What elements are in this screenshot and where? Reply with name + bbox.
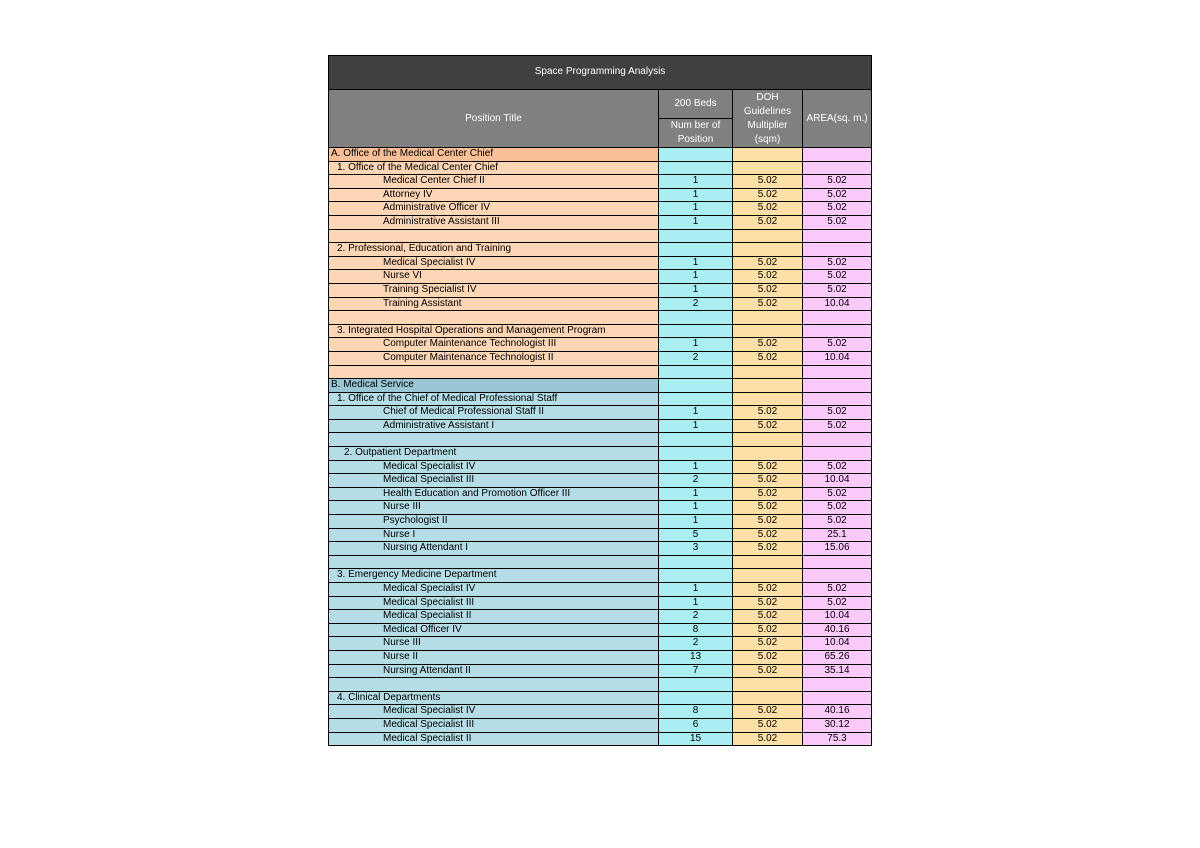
cell-num-positions[interactable]: 1 — [659, 460, 733, 474]
cell-multiplier[interactable]: 5.02 — [733, 623, 803, 637]
spreadsheet — [328, 55, 871, 746]
cell-position-title[interactable]: Computer Maintenance Technologist III — [329, 338, 659, 352]
cell-area[interactable]: 5.02 — [803, 515, 872, 529]
cell-num-positions[interactable]: 15 — [659, 732, 733, 746]
cell-num-positions[interactable]: 8 — [659, 705, 733, 719]
cell-multiplier[interactable]: 5.02 — [733, 583, 803, 597]
cell-num-positions[interactable]: 2 — [659, 351, 733, 365]
cell-area[interactable]: 30.12 — [803, 718, 872, 732]
cell-position-title[interactable]: Medical Center Chief II — [329, 175, 659, 189]
cell-num-positions[interactable] — [659, 447, 733, 461]
cell-position-title[interactable]: Medical Specialist IV — [329, 460, 659, 474]
table-body — [329, 148, 872, 746]
table-row[interactable] — [329, 569, 872, 583]
cell-num-positions[interactable] — [659, 243, 733, 257]
table-row[interactable] — [329, 691, 872, 705]
cell-area[interactable]: 5.02 — [803, 283, 872, 297]
cell-num-positions[interactable]: 6 — [659, 718, 733, 732]
cell-multiplier[interactable]: 5.02 — [733, 256, 803, 270]
cell-num-positions[interactable]: 1 — [659, 270, 733, 284]
cell-position-title[interactable] — [329, 311, 659, 325]
cell-area[interactable]: 5.02 — [803, 419, 872, 433]
cell-area[interactable]: 5.02 — [803, 175, 872, 189]
cell-area[interactable]: 75.3 — [803, 732, 872, 746]
cell-multiplier[interactable]: 5.02 — [733, 406, 803, 420]
cell-area[interactable]: 10.04 — [803, 474, 872, 488]
cell-position-title[interactable]: Chief of Medical Professional Staff II — [329, 406, 659, 420]
cell-num-positions[interactable]: 5 — [659, 528, 733, 542]
cell-area[interactable]: 5.02 — [803, 188, 872, 202]
table-row[interactable] — [329, 229, 872, 243]
cell-position-title[interactable]: Administrative Assistant III — [329, 215, 659, 229]
cell-num-positions[interactable]: 2 — [659, 297, 733, 311]
cell-area[interactable]: 5.02 — [803, 270, 872, 284]
cell-num-positions[interactable] — [659, 311, 733, 325]
cell-num-positions[interactable]: 13 — [659, 650, 733, 664]
table-row[interactable] — [329, 188, 872, 202]
cell-multiplier[interactable]: 5.02 — [733, 501, 803, 515]
cell-area[interactable]: 5.02 — [803, 501, 872, 515]
cell-multiplier[interactable] — [733, 161, 803, 175]
cell-position-title[interactable]: Medical Specialist II — [329, 732, 659, 746]
cell-multiplier[interactable] — [733, 555, 803, 569]
cell-area[interactable]: 15.06 — [803, 542, 872, 556]
cell-num-positions[interactable] — [659, 161, 733, 175]
cell-num-positions[interactable] — [659, 148, 733, 162]
cell-area[interactable]: 10.04 — [803, 637, 872, 651]
cell-multiplier[interactable] — [733, 324, 803, 338]
cell-num-positions[interactable]: 1 — [659, 406, 733, 420]
cell-num-positions[interactable] — [659, 555, 733, 569]
table-row[interactable] — [329, 528, 872, 542]
cell-position-title[interactable]: Medical Specialist IV — [329, 705, 659, 719]
cell-position-title[interactable]: Medical Specialist II — [329, 610, 659, 624]
cell-position-title[interactable]: Medical Specialist IV — [329, 256, 659, 270]
cell-area[interactable] — [803, 678, 872, 692]
cell-num-positions[interactable] — [659, 229, 733, 243]
cell-multiplier[interactable]: 5.02 — [733, 202, 803, 216]
cell-multiplier[interactable] — [733, 379, 803, 393]
cell-num-positions[interactable]: 1 — [659, 596, 733, 610]
cell-position-title[interactable] — [329, 555, 659, 569]
cell-num-positions[interactable] — [659, 678, 733, 692]
header-area: AREA(sq. m.) — [803, 90, 872, 148]
cell-area[interactable] — [803, 148, 872, 162]
cell-position-title[interactable]: B. Medical Service — [329, 379, 659, 393]
cell-num-positions[interactable]: 1 — [659, 338, 733, 352]
table-title: Space Programming Analysis — [329, 56, 872, 90]
cell-area[interactable]: 5.02 — [803, 460, 872, 474]
cell-num-positions[interactable]: 8 — [659, 623, 733, 637]
table-row[interactable] — [329, 501, 872, 515]
cell-num-positions[interactable] — [659, 691, 733, 705]
cell-num-positions[interactable]: 3 — [659, 542, 733, 556]
table-row[interactable] — [329, 311, 872, 325]
table-row[interactable] — [329, 460, 872, 474]
cell-multiplier[interactable] — [733, 433, 803, 447]
cell-position-title[interactable]: Medical Specialist III — [329, 596, 659, 610]
cell-area[interactable]: 10.04 — [803, 351, 872, 365]
cell-multiplier[interactable]: 5.02 — [733, 283, 803, 297]
cell-position-title[interactable]: Nurse III — [329, 501, 659, 515]
table-row[interactable] — [329, 351, 872, 365]
table-row[interactable] — [329, 650, 872, 664]
cell-multiplier[interactable]: 5.02 — [733, 351, 803, 365]
cell-area[interactable] — [803, 691, 872, 705]
cell-num-positions[interactable] — [659, 569, 733, 583]
cell-multiplier[interactable] — [733, 392, 803, 406]
cell-position-title[interactable]: 3. Integrated Hospital Operations and Management Program — [329, 324, 659, 338]
cell-position-title[interactable]: Nursing Attendant II — [329, 664, 659, 678]
table-row[interactable] — [329, 623, 872, 637]
cell-num-positions[interactable]: 1 — [659, 515, 733, 529]
cell-area[interactable] — [803, 379, 872, 393]
cell-position-title[interactable] — [329, 433, 659, 447]
cell-multiplier[interactable]: 5.02 — [733, 419, 803, 433]
cell-multiplier[interactable]: 5.02 — [733, 175, 803, 189]
table-row[interactable] — [329, 256, 872, 270]
cell-position-title[interactable]: Nurse VI — [329, 270, 659, 284]
cell-num-positions[interactable]: 1 — [659, 175, 733, 189]
space-programming-table — [328, 55, 872, 746]
cell-position-title[interactable]: A. Office of the Medical Center Chief — [329, 148, 659, 162]
cell-multiplier[interactable]: 5.02 — [733, 215, 803, 229]
cell-multiplier[interactable]: 5.02 — [733, 664, 803, 678]
header-num-positions — [659, 119, 733, 148]
cell-area[interactable]: 5.02 — [803, 256, 872, 270]
cell-multiplier[interactable]: 5.02 — [733, 732, 803, 746]
cell-multiplier[interactable] — [733, 229, 803, 243]
table-row[interactable] — [329, 487, 872, 501]
table-row[interactable] — [329, 474, 872, 488]
cell-position-title[interactable]: Training Assistant — [329, 297, 659, 311]
cell-area[interactable] — [803, 392, 872, 406]
table-row[interactable] — [329, 324, 872, 338]
cell-area[interactable]: 40.16 — [803, 623, 872, 637]
cell-area[interactable]: 5.02 — [803, 202, 872, 216]
cell-multiplier[interactable]: 5.02 — [733, 515, 803, 529]
table-row[interactable] — [329, 270, 872, 284]
cell-position-title[interactable]: Administrative Officer IV — [329, 202, 659, 216]
cell-multiplier[interactable]: 5.02 — [733, 188, 803, 202]
cell-multiplier[interactable] — [733, 691, 803, 705]
cell-position-title[interactable]: 1. Office of the Medical Center Chief — [329, 161, 659, 175]
cell-area[interactable] — [803, 324, 872, 338]
header-doh-line2: Guidelines — [743, 105, 792, 117]
cell-multiplier[interactable]: 5.02 — [733, 270, 803, 284]
cell-multiplier[interactable]: 5.02 — [733, 718, 803, 732]
table-row[interactable] — [329, 148, 872, 162]
cell-num-positions[interactable] — [659, 324, 733, 338]
cell-multiplier[interactable]: 5.02 — [733, 542, 803, 556]
cell-area[interactable] — [803, 433, 872, 447]
cell-position-title[interactable]: Administrative Assistant I — [329, 419, 659, 433]
table-row[interactable] — [329, 297, 872, 311]
cell-area[interactable] — [803, 365, 872, 379]
cell-multiplier[interactable]: 5.02 — [733, 338, 803, 352]
cell-area[interactable]: 5.02 — [803, 583, 872, 597]
cell-num-positions[interactable]: 1 — [659, 283, 733, 297]
cell-multiplier[interactable] — [733, 365, 803, 379]
cell-area[interactable]: 5.02 — [803, 215, 872, 229]
cell-area[interactable]: 5.02 — [803, 596, 872, 610]
cell-num-positions[interactable] — [659, 379, 733, 393]
cell-multiplier[interactable]: 5.02 — [733, 610, 803, 624]
cell-position-title[interactable]: Nurse I — [329, 528, 659, 542]
table-row[interactable] — [329, 732, 872, 746]
table-row[interactable] — [329, 664, 872, 678]
cell-area[interactable] — [803, 447, 872, 461]
cell-position-title[interactable]: Medical Officer IV — [329, 623, 659, 637]
cell-position-title[interactable]: 1. Office of the Chief of Medical Professional Staff — [329, 392, 659, 406]
cell-area[interactable]: 35.14 — [803, 664, 872, 678]
cell-position-title[interactable]: Computer Maintenance Technologist II — [329, 351, 659, 365]
table-row[interactable] — [329, 202, 872, 216]
header-num-line2: Position — [677, 134, 714, 145]
cell-num-positions[interactable]: 1 — [659, 188, 733, 202]
table-row[interactable] — [329, 215, 872, 229]
cell-multiplier[interactable]: 5.02 — [733, 637, 803, 651]
cell-position-title[interactable]: Nurse III — [329, 637, 659, 651]
cell-position-title[interactable] — [329, 678, 659, 692]
cell-area[interactable]: 25.1 — [803, 528, 872, 542]
header-doh-multiplier — [733, 90, 803, 148]
table-row[interactable] — [329, 379, 872, 393]
cell-position-title[interactable]: Psychologist II — [329, 515, 659, 529]
table-row[interactable] — [329, 243, 872, 257]
cell-position-title[interactable]: 2. Professional, Education and Training — [329, 243, 659, 257]
cell-position-title[interactable]: 4. Clinical Departments — [329, 691, 659, 705]
table-row[interactable] — [329, 433, 872, 447]
header-doh-line1: DOH — [756, 91, 779, 103]
cell-num-positions[interactable]: 2 — [659, 610, 733, 624]
table-row[interactable] — [329, 447, 872, 461]
table-row[interactable] — [329, 583, 872, 597]
cell-num-positions[interactable]: 1 — [659, 501, 733, 515]
cell-area[interactable]: 10.04 — [803, 610, 872, 624]
header-beds: 200 Beds — [659, 90, 733, 119]
cell-num-positions[interactable]: 1 — [659, 215, 733, 229]
table-row[interactable] — [329, 338, 872, 352]
cell-multiplier[interactable]: 5.02 — [733, 705, 803, 719]
table-row[interactable] — [329, 419, 872, 433]
cell-num-positions[interactable]: 1 — [659, 419, 733, 433]
table-row[interactable] — [329, 610, 872, 624]
cell-multiplier[interactable]: 5.02 — [733, 474, 803, 488]
cell-area[interactable]: 40.16 — [803, 705, 872, 719]
table-row[interactable] — [329, 555, 872, 569]
cell-multiplier[interactable] — [733, 447, 803, 461]
cell-position-title[interactable]: Medical Specialist IV — [329, 583, 659, 597]
cell-position-title[interactable]: Nurse II — [329, 650, 659, 664]
table-row[interactable] — [329, 542, 872, 556]
table-row[interactable] — [329, 515, 872, 529]
cell-area[interactable]: 5.02 — [803, 487, 872, 501]
cell-position-title[interactable]: Health Education and Promotion Officer III — [329, 487, 659, 501]
cell-position-title[interactable]: Training Specialist IV — [329, 283, 659, 297]
table-row[interactable] — [329, 596, 872, 610]
cell-num-positions[interactable]: 2 — [659, 474, 733, 488]
cell-position-title[interactable]: Medical Specialist III — [329, 718, 659, 732]
cell-area[interactable]: 10.04 — [803, 297, 872, 311]
cell-num-positions[interactable] — [659, 433, 733, 447]
table-row[interactable] — [329, 718, 872, 732]
header-position-title: Position Title — [329, 90, 659, 148]
cell-area[interactable]: 5.02 — [803, 406, 872, 420]
cell-multiplier[interactable]: 5.02 — [733, 650, 803, 664]
header-doh-line4: (sqm) — [754, 133, 781, 145]
cell-num-positions[interactable]: 1 — [659, 256, 733, 270]
cell-multiplier[interactable] — [733, 569, 803, 583]
cell-area[interactable] — [803, 555, 872, 569]
cell-position-title[interactable]: Medical Specialist III — [329, 474, 659, 488]
cell-area[interactable] — [803, 161, 872, 175]
header-doh-line3: Multiplier — [747, 119, 788, 131]
cell-area[interactable] — [803, 311, 872, 325]
table-row[interactable] — [329, 705, 872, 719]
cell-area[interactable]: 65.26 — [803, 650, 872, 664]
table-row[interactable] — [329, 365, 872, 379]
cell-multiplier[interactable] — [733, 678, 803, 692]
cell-position-title[interactable]: 2. Outpatient Department — [329, 447, 659, 461]
cell-area[interactable] — [803, 243, 872, 257]
cell-num-positions[interactable] — [659, 365, 733, 379]
cell-position-title[interactable] — [329, 365, 659, 379]
cell-multiplier[interactable] — [733, 148, 803, 162]
cell-multiplier[interactable]: 5.02 — [733, 297, 803, 311]
table-row[interactable] — [329, 637, 872, 651]
table-row[interactable] — [329, 406, 872, 420]
table-row[interactable] — [329, 392, 872, 406]
cell-num-positions[interactable]: 2 — [659, 637, 733, 651]
header-num-line1: Num ber of — [670, 120, 721, 131]
cell-num-positions[interactable]: 1 — [659, 583, 733, 597]
table-row[interactable] — [329, 161, 872, 175]
cell-num-positions[interactable] — [659, 392, 733, 406]
cell-position-title[interactable]: 3. Emergency Medicine Department — [329, 569, 659, 583]
cell-multiplier[interactable]: 5.02 — [733, 460, 803, 474]
cell-area[interactable] — [803, 569, 872, 583]
cell-num-positions[interactable]: 1 — [659, 202, 733, 216]
cell-multiplier[interactable]: 5.02 — [733, 596, 803, 610]
cell-num-positions[interactable]: 1 — [659, 487, 733, 501]
cell-multiplier[interactable]: 5.02 — [733, 528, 803, 542]
table-row[interactable] — [329, 678, 872, 692]
table-row[interactable] — [329, 175, 872, 189]
cell-num-positions[interactable]: 7 — [659, 664, 733, 678]
table-row[interactable] — [329, 283, 872, 297]
cell-multiplier[interactable] — [733, 311, 803, 325]
cell-position-title[interactable]: Attorney IV — [329, 188, 659, 202]
cell-area[interactable]: 5.02 — [803, 338, 872, 352]
cell-area[interactable] — [803, 229, 872, 243]
cell-multiplier[interactable]: 5.02 — [733, 487, 803, 501]
cell-position-title[interactable] — [329, 229, 659, 243]
cell-multiplier[interactable] — [733, 243, 803, 257]
cell-position-title[interactable]: Nursing Attendant I — [329, 542, 659, 556]
